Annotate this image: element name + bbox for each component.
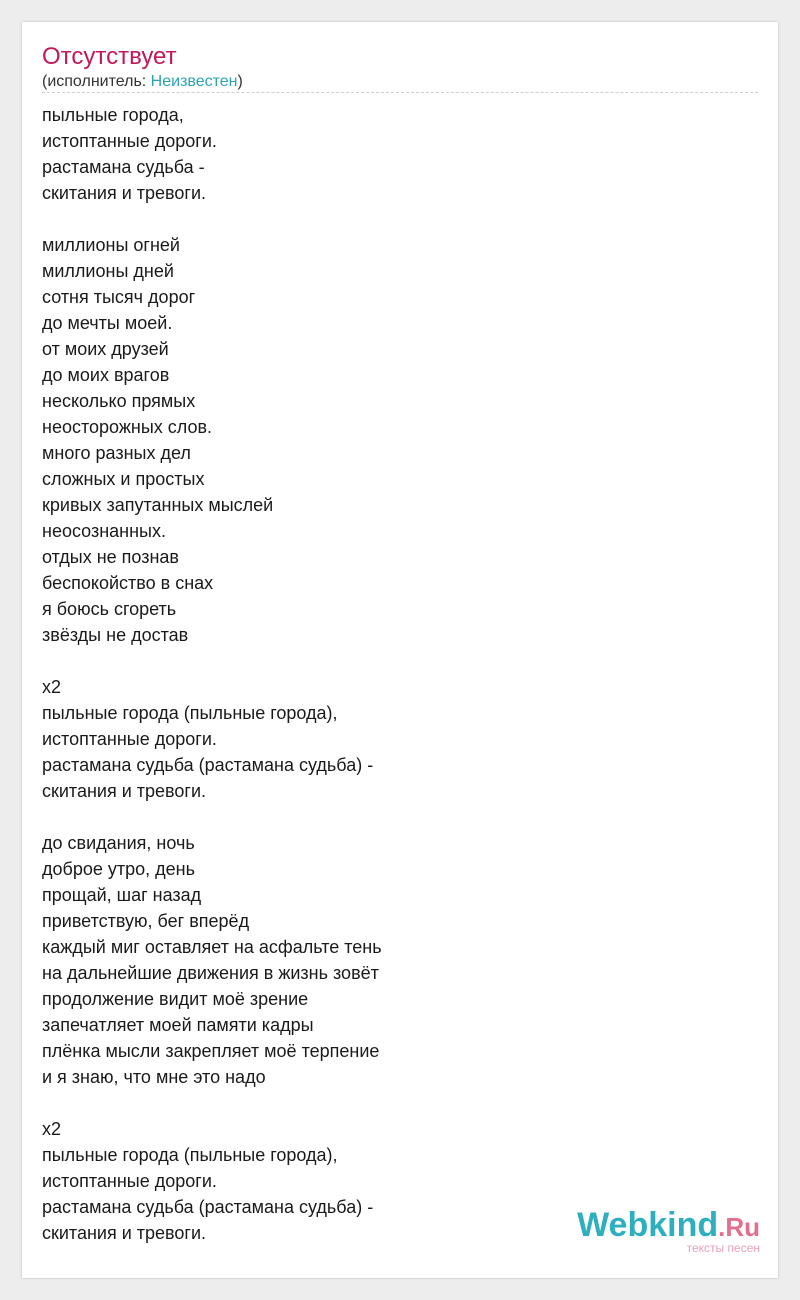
lyric-line: пыльные города (пыльные города), [42, 703, 338, 723]
lyric-line: кривых запутанных мыслей [42, 495, 274, 515]
lyric-line: пыльные города (пыльные города), [42, 1145, 338, 1165]
lyric-line: миллионы дней [42, 261, 174, 281]
divider [42, 92, 758, 93]
artist-link[interactable]: Неизвестен [150, 73, 238, 90]
lyric-line: беспокойство в снах [42, 573, 214, 593]
watermark-name: Webkind [577, 1206, 719, 1244]
lyric-line: запечатляет моей памяти кадры [42, 1015, 314, 1035]
lyric-line: до мечты моей. [42, 313, 173, 333]
stanza [42, 674, 758, 804]
lyric-line: прощай, шаг назад [42, 885, 202, 905]
lyric-line: неосознанных. [42, 521, 166, 541]
lyric-line: истоптанные дороги. [42, 131, 217, 151]
lyric-line: продолжение видит моё зрение [42, 989, 309, 1009]
stanza [42, 830, 758, 1090]
lyric-line: приветствую, бег вперёд [42, 911, 250, 931]
lyrics-body [42, 102, 758, 1246]
lyric-line: x2 [42, 677, 62, 697]
lyric-line: x2 [42, 1119, 62, 1139]
lyric-line: скитания и тревоги. [42, 1223, 207, 1243]
lyric-line: на дальнейшие движения в жизнь зовёт [42, 963, 379, 983]
lyric-line: каждый миг оставляет на асфальте тень [42, 937, 382, 957]
lyric-line: скитания и тревоги. [42, 781, 207, 801]
lyric-line: скитания и тревоги. [42, 183, 207, 203]
lyric-line: до моих врагов [42, 365, 170, 385]
stanza [42, 232, 758, 648]
lyric-line: отдых не познав [42, 547, 179, 567]
lyric-line: плёнка мысли закрепляет моё терпение [42, 1041, 380, 1061]
lyric-line: сложных и простых [42, 469, 205, 489]
lyric-line: и я знаю, что мне это надо [42, 1067, 266, 1087]
lyric-line: я боюсь сгореть [42, 599, 177, 619]
artist-line [42, 72, 243, 92]
lyric-line: растамана судьба - [42, 157, 205, 177]
lyric-line: доброе утро, день [42, 859, 195, 879]
lyric-line: миллионы огней [42, 235, 180, 255]
watermark-tagline: тексты песен [686, 1241, 760, 1255]
lyric-line: пыльные города, [42, 105, 184, 125]
lyric-line: истоптанные дороги. [42, 1171, 217, 1191]
lyric-line: неосторожных слов. [42, 417, 213, 437]
lyric-line: растамана судьба (растамана судьба) - [42, 755, 374, 775]
lyric-line: от моих друзей [42, 339, 169, 359]
lyric-line: истоптанные дороги. [42, 729, 217, 749]
lyric-line: до свидания, ночь [42, 833, 195, 853]
watermark-logo [560, 1205, 760, 1255]
lyric-line: несколько прямых [42, 391, 196, 411]
lyric-line: сотня тысяч дорог [42, 287, 196, 307]
artist-suffix: ) [237, 73, 243, 90]
lyric-line: звёзды не достав [42, 625, 189, 645]
lyric-line: много разных дел [42, 443, 191, 463]
lyric-line: растамана судьба (растамана судьба) - [42, 1197, 374, 1217]
watermark-tld: .Ru [718, 1212, 760, 1242]
artist-prefix: (исполнитель: [42, 73, 151, 90]
lyrics-card [22, 22, 778, 1278]
song-title: Отсутствует [42, 43, 177, 70]
stanza [42, 102, 758, 206]
